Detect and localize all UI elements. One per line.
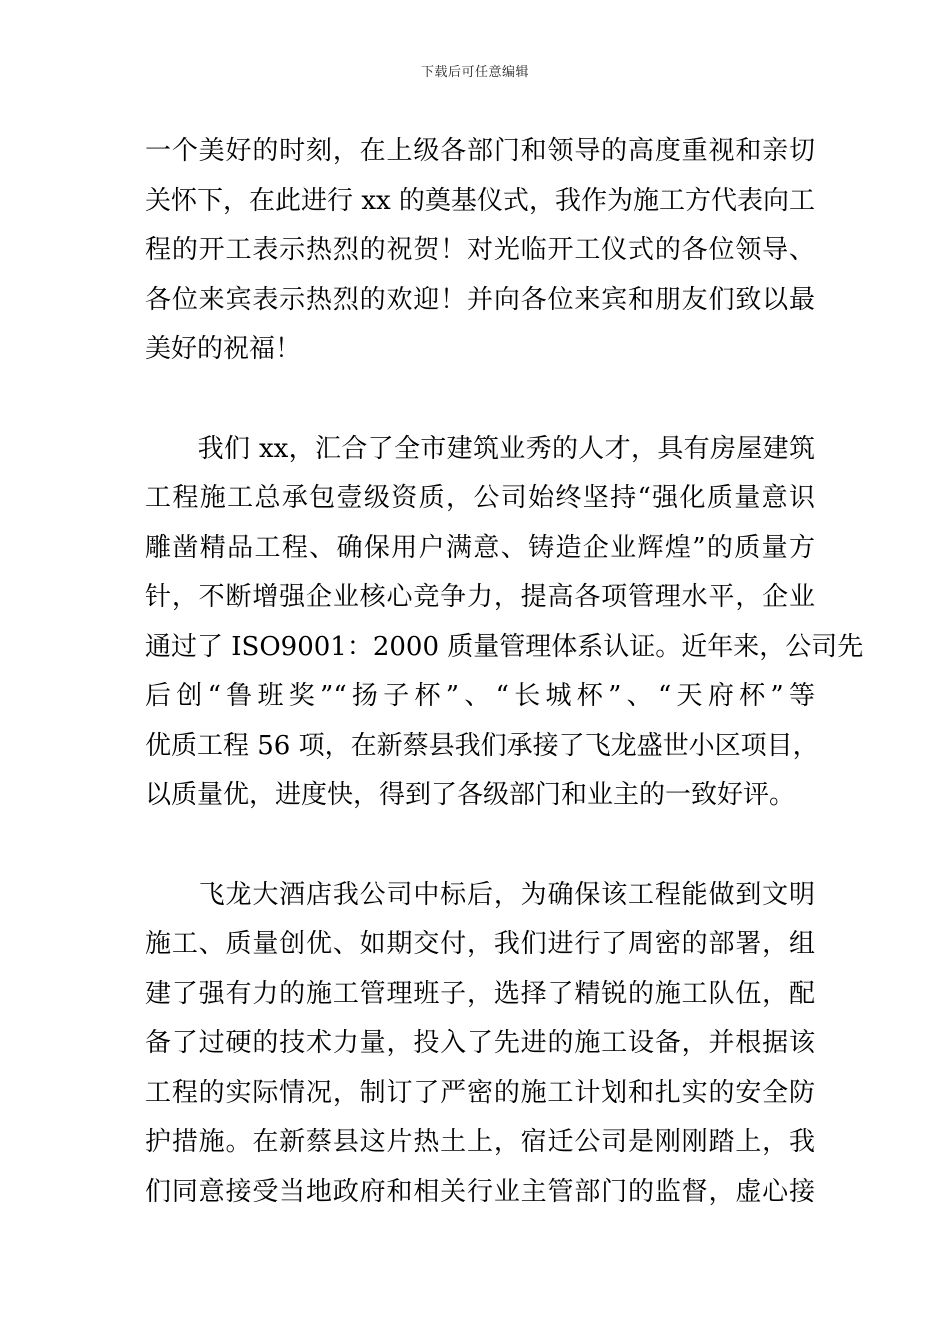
text-line: 建了强有力的施工管理班子，选择了精锐的施工队伍，配 <box>145 978 815 1009</box>
text-line: 工程施工总承包壹级资质，公司始终坚持“强化质量意识 <box>145 483 815 513</box>
text-line: 美好的祝福！ <box>145 334 302 364</box>
document-body <box>145 127 864 1217</box>
text-line: 护措施。在新蔡县这片热土上，宿迁公司是刚刚踏上，我 <box>145 1127 815 1157</box>
text-line: 针，不断增强企业核心竞争力，提高各项管理水平，企业 <box>145 582 815 612</box>
text-line: 备了过硬的技术力量，投入了先进的施工设备，并根据该 <box>145 1028 815 1058</box>
text-line: 工程的实际情况，制订了严密的施工计划和扎实的安全防 <box>145 1077 815 1108</box>
text-line: 优质工程 56 项，在新蔡县我们承接了飞龙盛世小区项目， <box>145 730 819 761</box>
text-line: 我们 xx，汇合了全市建筑业秀的人才，具有房屋建筑 <box>145 433 815 464</box>
paragraph-spacer <box>145 821 815 871</box>
text-line: 通过了 ISO9001：2000 质量管理体系认证。近年来，公司先 <box>145 631 864 662</box>
text-line: 关怀下，在此进行 xx 的奠基仪式，我作为施工方代表向工 <box>145 185 815 216</box>
text-line: 以质量优，进度快，得到了各级部门和业主的一致好评。 <box>145 780 796 810</box>
paragraph-spacer <box>145 375 815 425</box>
text-line: 程的开工表示热烈的祝贺！对光临开工仪式的各位领导、 <box>145 235 815 265</box>
text-line: 施工、质量创优、如期交付，我们进行了周密的部署，组 <box>145 929 815 959</box>
text-line: 一个美好的时刻，在上级各部门和领导的高度重视和亲切 <box>145 136 815 166</box>
text-line: 们同意接受当地政府和相关行业主管部门的监督，虚心接 <box>145 1176 815 1207</box>
text-line: 各位来宾表示热烈的欢迎！并向各位来宾和朋友们致以最 <box>145 284 815 315</box>
text-line: 飞龙大酒店我公司中标后，为确保该工程能做到文明 <box>145 879 815 910</box>
paragraph-3 <box>145 871 815 1218</box>
paragraph-2 <box>145 425 864 821</box>
text-line: 雕凿精品工程、确保用户满意、铸造企业辉煌”的质量方 <box>145 532 815 563</box>
text-line: 后创“鲁班奖”“扬子杯”、“长城杯”、“天府杯”等 <box>145 681 815 711</box>
paragraph-1 <box>145 127 815 375</box>
page-header-note: 下载后可任意编辑 <box>420 65 529 80</box>
